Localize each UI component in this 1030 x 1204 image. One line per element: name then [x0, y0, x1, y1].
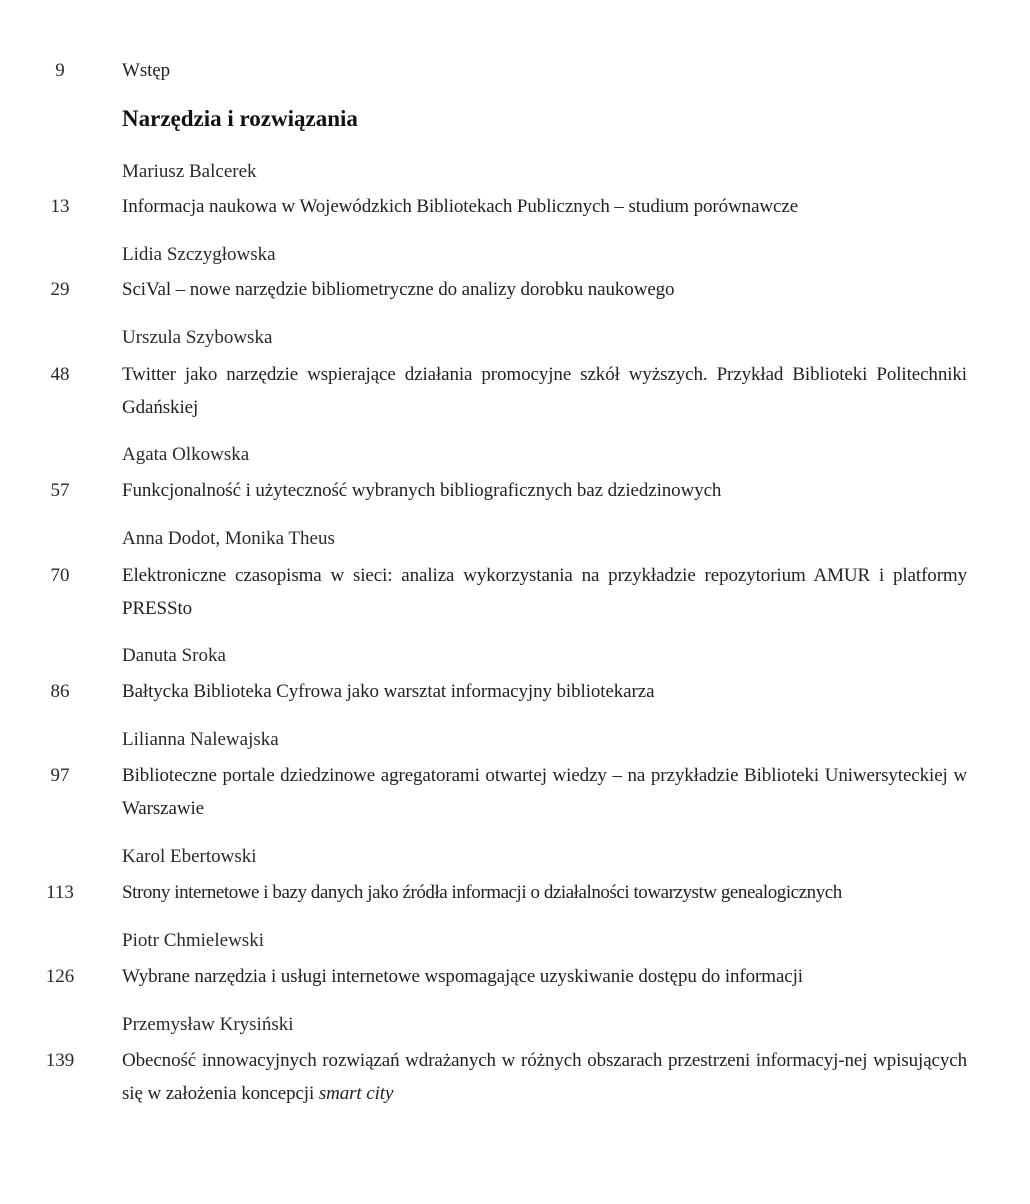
entry-title: Wstęp — [122, 60, 171, 81]
page-number: 48 — [50, 364, 70, 385]
page-number: 97 — [50, 765, 70, 786]
entry-title-italic: smart city — [318, 1083, 394, 1104]
page-number: 113 — [46, 882, 74, 903]
entry-author: Danuta Sroka — [122, 645, 226, 666]
entry-title-text: Obecność innowacyjnych rozwiązań wdrażanych w różnych obszarach przestrzeni informacyj-nej wpisujących się w założenia koncepcji — [122, 1050, 967, 1104]
page-number: 57 — [50, 480, 70, 501]
entry-title: Bałtycka Biblioteka Cyfrowa jako warsztat informacyjny bibliotekarza — [122, 681, 655, 702]
entry-author: Mariusz Balcerek — [122, 161, 257, 182]
entry-title: Biblioteczne portale dziedzinowe agregatorami otwartej wiedzy – na przykładzie Biblioteki Uniwersyteckiej w Warszawie — [122, 765, 967, 819]
section-heading: Narzędzia i rozwiązania — [122, 106, 358, 131]
entry-title: Funkcjonalność i użyteczność wybranych bibliograficznych baz dziedzinowych — [122, 480, 722, 501]
entry-author: Lilianna Nalewajska — [122, 729, 279, 750]
entry-title: SciVal – nowe narzędzie bibliometryczne do analizy dorobku naukowego — [122, 279, 675, 300]
entry-author: Piotr Chmielewski — [122, 930, 264, 951]
page-number: 70 — [50, 565, 70, 586]
page-number: 126 — [45, 966, 75, 987]
entry-title: Strony internetowe i bazy danych jako źródła informacji o działalności towarzystw genealogicznych — [122, 882, 842, 903]
entry-author: Agata Olkowska — [122, 444, 250, 465]
entry-title: Wybrane narzędzia i usługi internetowe wspomagające uzyskiwanie dostępu do informacji — [122, 966, 803, 987]
page-number: 86 — [50, 681, 70, 702]
entry-author: Lidia Szczygłowska — [122, 244, 276, 265]
page-number: 139 — [45, 1050, 75, 1071]
entry-author: Anna Dodot, Monika Theus — [122, 528, 335, 549]
entry-title: Informacja naukowa w Wojewódzkich Bibliotekach Publicznych – studium porównawcze — [122, 196, 799, 217]
page-number: 9 — [55, 60, 65, 81]
entry-author: Urszula Szybowska — [122, 327, 273, 348]
entry-title — [122, 1044, 967, 1110]
entry-title: Twitter jako narzędzie wspierające działania promocyjne szkół wyższych. Przykład Biblioteki Politechniki Gdańskiej — [122, 364, 967, 418]
entry-author: Karol Ebertowski — [122, 846, 257, 867]
entry-title: Elektroniczne czasopisma w sieci: analiza wykorzystania na przykładzie repozytorium AMUR i platformy PRESSto — [122, 565, 967, 619]
entry-author: Przemysław Krysiński — [122, 1014, 294, 1035]
page-number: 29 — [50, 279, 70, 300]
page-number: 13 — [50, 196, 70, 217]
